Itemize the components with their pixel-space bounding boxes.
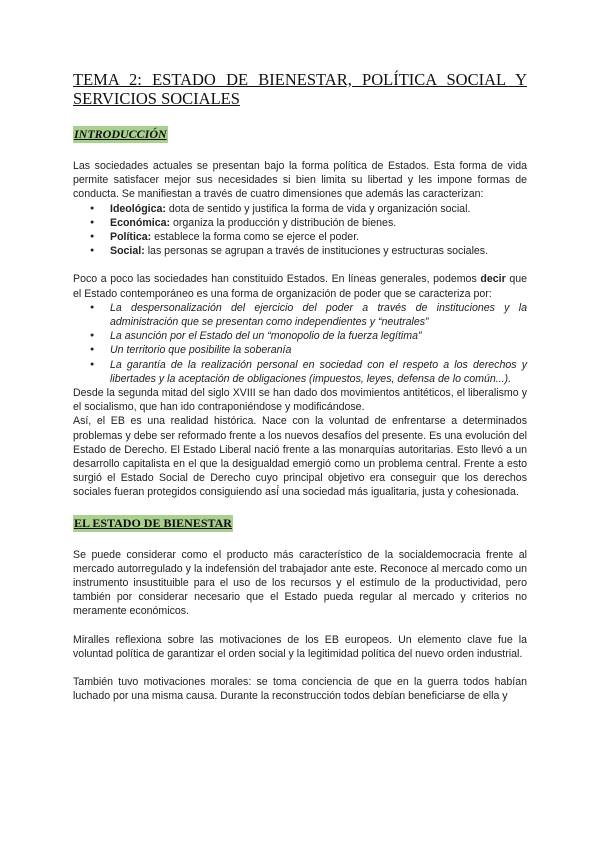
dimension-term: Social:	[110, 245, 145, 258]
list-item	[110, 202, 527, 216]
section-heading-estado-de-bienestar: EL ESTADO DE BIENESTAR	[74, 515, 232, 530]
intro-paragraph-3: Desde la segunda mitad del siglo XVIII se han dado dos movimientos antitéticos, el liberalismo y el socialismo, que han ido contraponiéndose y modificándose.	[73, 387, 527, 414]
intro-paragraph-1: Las sociedades actuales se presentan bajo la forma política de Estados. Esta forma de vida permite satisfacer mejor sus necesidades si bien limita su libertad y les impone formas de conducta. Se manifiestan a través de cuatro dimensiones que además las caracterizan:	[73, 160, 527, 201]
list-item: ● La despersonalización del ejercicio del poder a través de instituciones y la administración que se presentan como independientes y “neutrales”	[110, 301, 527, 329]
text-span: que el Estado contemporáneo es una forma de organización de poder que se caracteriza por:	[73, 273, 527, 300]
list-item	[110, 216, 527, 230]
dimension-text: las personas se agrupan a través de instituciones y estructuras sociales.	[144, 245, 489, 258]
bold-word: decir	[480, 273, 506, 286]
list-item: ● La asunción por el Estado del un “monopolio de la fuerza legítima”	[110, 329, 527, 343]
welfare-paragraph-3: También tuvo motivaciones morales: se toma conciencia de que en la guerra todos habían luchado por una misma causa. Durante la reconstrucción todos debían beneficiarse de ella y	[73, 676, 527, 703]
dimensions-list	[73, 202, 527, 259]
list-item: ● La garantía de la realización personal en sociedad con el respeto a los derechos y libertades y la aceptación de obligaciones (impuestos, leyes, defensa de lo común...).	[110, 358, 527, 386]
section-heading-introduccion: INTRODUCCIÓN	[74, 127, 167, 141]
dimension-term: Económica:	[110, 216, 171, 229]
welfare-paragraph-1: Se puede considerar como el producto más característico de la socialdemocracia frente al mercado autorregulado y la indefensión del trabajador ante este. Reconoce al mercado como un instrumento insustituible para el uso de los recursos y el estímulo de la productividad, pero también por considerar necesario que el Estado pueda regular al mercado y criterios no meramente económicos.	[73, 548, 527, 618]
intro-paragraph-4: Así, el EB es una realidad histórica. Nace con la voluntad de enfrentarse a determinados problemas y debe ser reformado frente a los nuevos desafíos del presente. Es una evolución del Estado de Derecho. El Estado Liberal nació frente a las monarquías autoritarias. Esto llevó a un desarrollo capitalista en el que la desigualdad emergió como un problema central. Frente a esto surgió el Estado Social de Derecho cuyo principal objetivo era conseguir que los derechos sociales fueran protegidos consiguiendo así́ una sociedad más igualitaria, justa y cohesionada.	[73, 415, 527, 499]
list-item	[110, 230, 527, 244]
dimension-term: Política:	[110, 231, 152, 244]
text-span: Poco a poco las sociedades han constituido Estados. En líneas generales, podemos	[73, 273, 481, 286]
dimension-text: dota de sentido y justifica la forma de vida y organización social.	[165, 202, 471, 215]
welfare-paragraph-2: Miralles reflexiona sobre las motivaciones de los EB europeos. Un elemento clave fue la voluntad política de garantizar el orden social y la legitimidad política del nuevo orden industrial.	[73, 633, 527, 660]
document-title: TEMA 2: ESTADO DE BIENESTAR, POLÍTICA SOCIAL Y SERVICIOS SOCIALES	[73, 70, 527, 108]
dimension-text: organiza la producción y distribución de bienes.	[170, 216, 397, 229]
intro-paragraph-2	[73, 272, 527, 300]
characteristics-list	[73, 301, 527, 386]
dimension-text: establece la forma como se ejerce el poder.	[151, 231, 360, 244]
dimension-term: Ideológica:	[110, 202, 166, 215]
list-item	[110, 244, 527, 258]
list-item: ● Un territorio que posibilite la soberanía	[110, 343, 527, 357]
